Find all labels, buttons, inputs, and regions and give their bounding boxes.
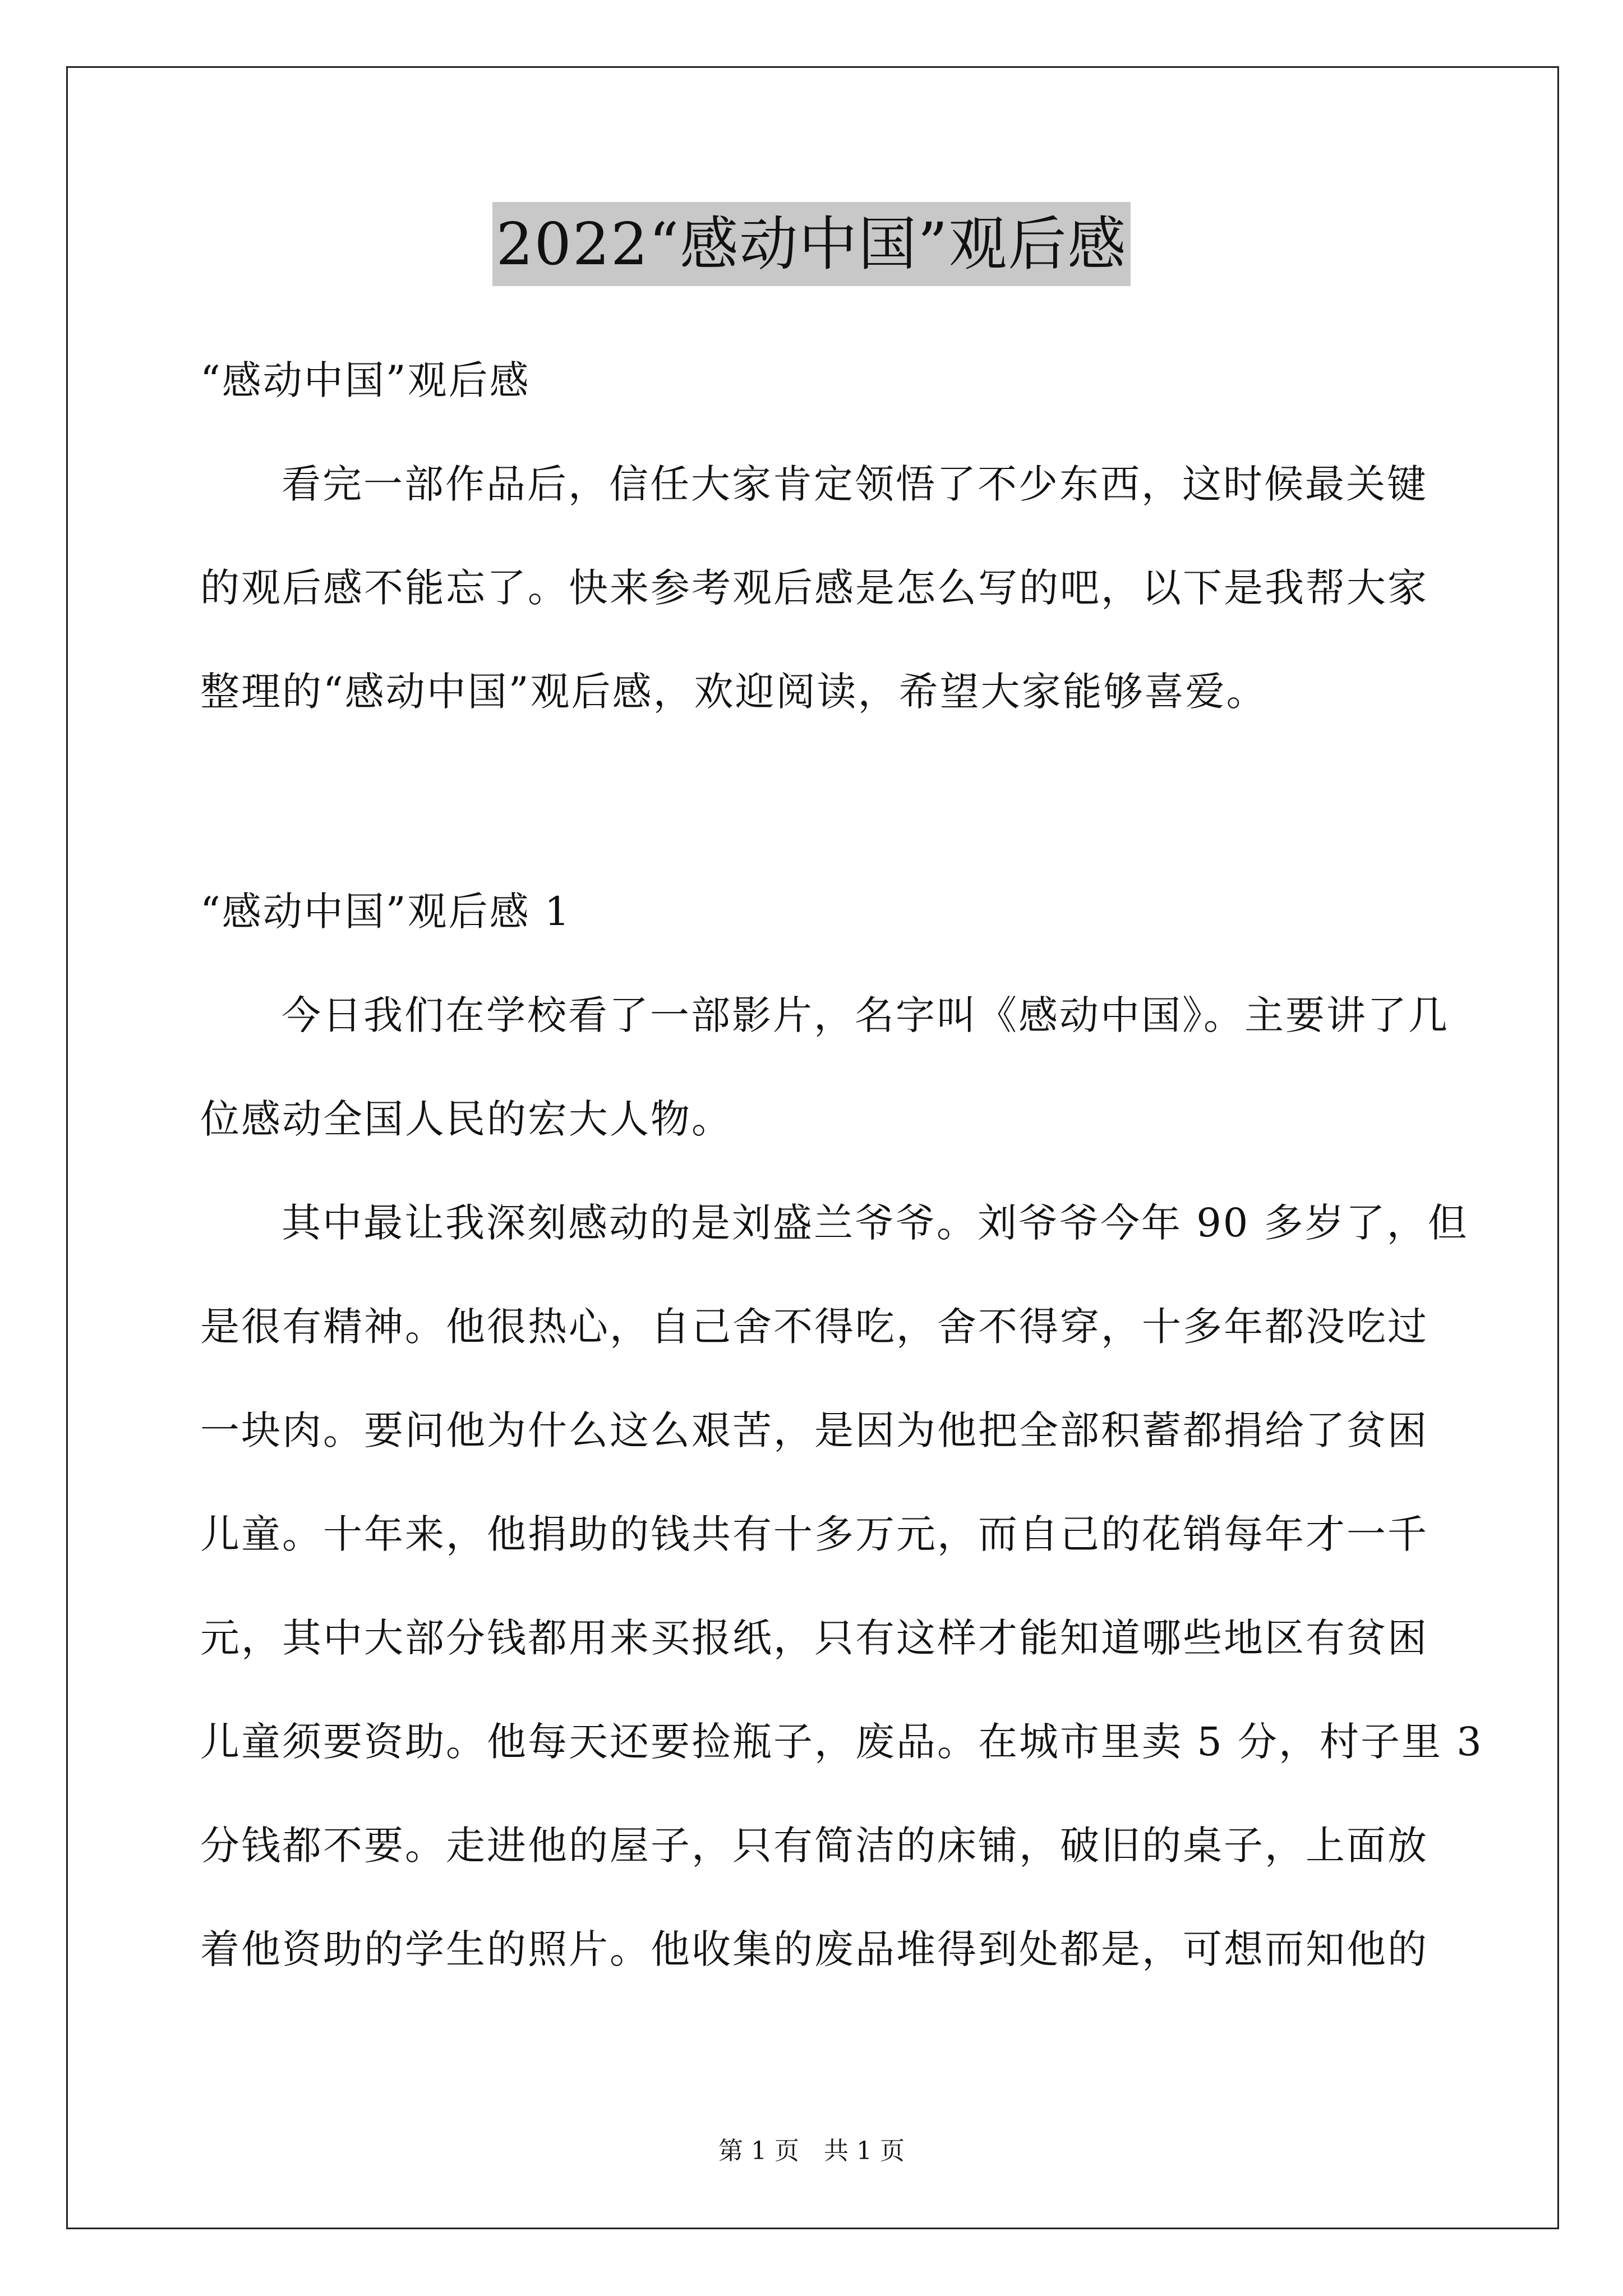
body-line-4: 是很有精神。他很热心，自己舍不得吃，舍不得穿，十多年都没吃过 bbox=[200, 1304, 1428, 1350]
body-line-2: 位感动全国人民的宏大人物。 bbox=[200, 1096, 732, 1142]
intro-line-1: 看完一部作品后，信任大家肯定领悟了不少东西，这时候最关键 bbox=[282, 461, 1428, 507]
body-line-5: 一块肉。要问他为什么这么艰苦，是因为他把全部积蓄都捐给了贫困 bbox=[200, 1407, 1428, 1453]
body-line-1: 今日我们在学校看了一部影片，名字叫《感动中国》。主要讲了几 bbox=[282, 992, 1449, 1038]
section-heading: “感动中国”观后感 1 bbox=[200, 889, 571, 935]
body-line-9: 分钱都不要。走进他的屋子，只有简洁的床铺，破旧的桌子，上面放 bbox=[200, 1823, 1428, 1869]
body-line-3: 其中最让我深刻感动的是刘盛兰爷爷。刘爷爷今年 90 多岁了，但 bbox=[282, 1200, 1469, 1246]
intro-line-2: 的观后感不能忘了。快来参考观后感是怎么写的吧，以下是我帮大家 bbox=[200, 565, 1428, 611]
body-line-10: 着他资助的学生的照片。他收集的废品堆得到处都是，可想而知他的 bbox=[200, 1926, 1428, 1972]
title-container bbox=[0, 202, 1623, 286]
body-line-7: 元，其中大部分钱都用来买报纸，只有这样才能知道哪些地区有贫困 bbox=[200, 1615, 1428, 1661]
page-footer: 第 1 页 共 1 页 bbox=[718, 2137, 905, 2165]
subtitle: “感动中国”观后感 bbox=[200, 357, 531, 403]
intro-line-3: 整理的“感动中国”观后感，欢迎阅读，希望大家能够喜爱。 bbox=[200, 669, 1267, 715]
body-line-8: 儿童须要资助。他每天还要捡瓶子，废品。在城市里卖 5 分，村子里 3 bbox=[200, 1719, 1483, 1765]
document-title: 2022“感动中国”观后感 bbox=[492, 202, 1130, 286]
body-line-6: 儿童。十年来，他捐助的钱共有十多万元，而自己的花销每年才一千 bbox=[200, 1511, 1428, 1557]
